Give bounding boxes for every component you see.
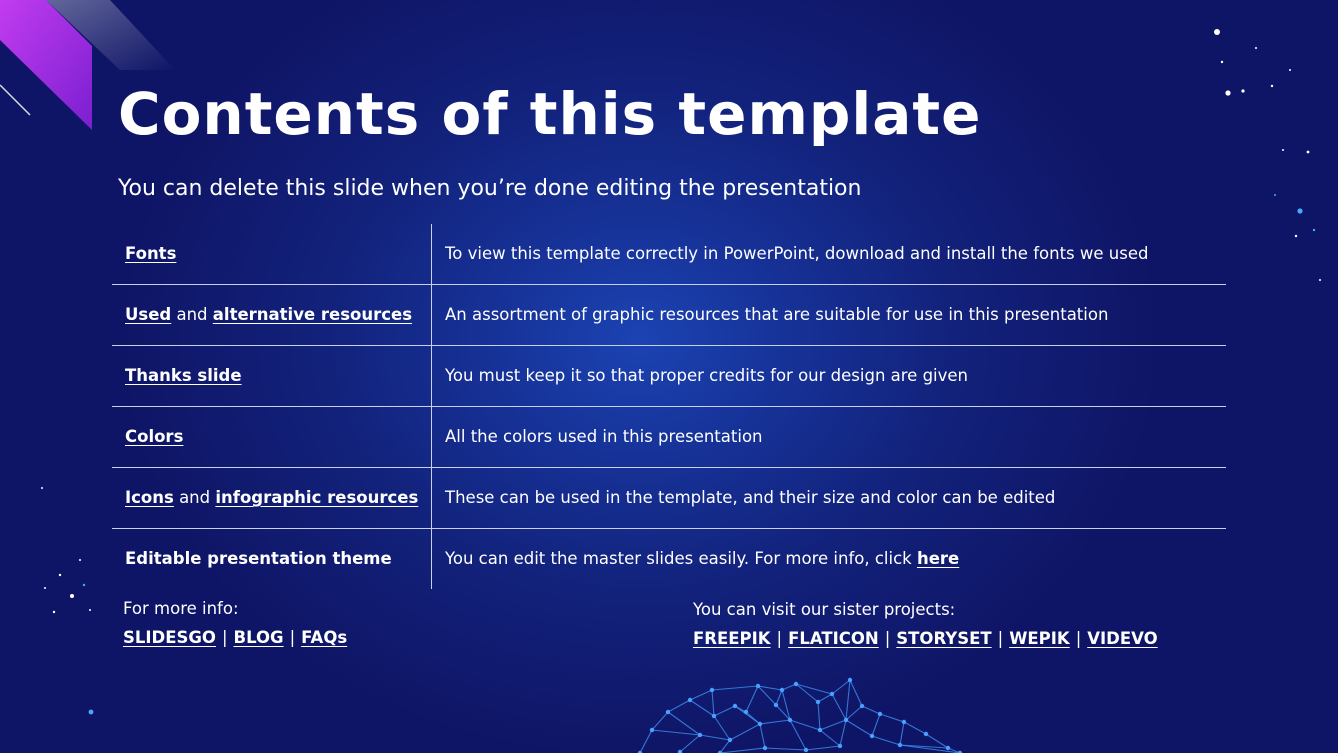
row-label-text: and bbox=[171, 305, 213, 324]
row-label-cell bbox=[112, 224, 432, 285]
contents-table bbox=[112, 224, 1226, 589]
flaticon-link[interactable]: FLATICON bbox=[788, 629, 879, 648]
fonts-link[interactable]: Fonts bbox=[125, 244, 177, 263]
slide-title: Contents of this template bbox=[118, 80, 982, 148]
table-row bbox=[112, 346, 1226, 407]
link-separator: | bbox=[1075, 629, 1082, 648]
row-description-text: You can edit the master slides easily. For more info, click bbox=[445, 549, 917, 568]
link-separator: | bbox=[289, 628, 296, 647]
row-label-text: and bbox=[173, 488, 216, 507]
more-info-links bbox=[123, 627, 347, 649]
thanks-slide-link[interactable]: Thanks slide bbox=[125, 366, 242, 385]
row-description-cell bbox=[432, 224, 1227, 285]
videvo-link[interactable]: VIDEVO bbox=[1087, 629, 1158, 648]
link-separator: | bbox=[884, 629, 891, 648]
row-label-cell bbox=[112, 285, 432, 346]
sister-project-links bbox=[693, 628, 1158, 650]
faqs-link[interactable]: FAQs bbox=[301, 628, 348, 647]
row-label-cell bbox=[112, 468, 432, 529]
link-separator: | bbox=[221, 628, 228, 647]
table-row bbox=[112, 224, 1226, 285]
alternative-resources-link[interactable]: alternative resources bbox=[212, 305, 413, 324]
slide-subtitle: You can delete this slide when you’re done editing the presentation bbox=[118, 176, 862, 201]
link-separator: | bbox=[776, 629, 783, 648]
row-description-text: An assortment of graphic resources that are suitable for use in this presentation bbox=[445, 305, 1109, 324]
more-info-label: For more info: bbox=[123, 599, 239, 618]
row-description-text: These can be used in the template, and their size and color can be edited bbox=[445, 488, 1056, 507]
freepik-link[interactable]: FREEPIK bbox=[693, 629, 771, 648]
table-row bbox=[112, 468, 1226, 529]
link-separator: | bbox=[997, 629, 1004, 648]
row-label-cell bbox=[112, 529, 432, 590]
row-description-text: All the colors used in this presentation bbox=[445, 427, 763, 446]
row-description-cell bbox=[432, 468, 1227, 529]
table-row bbox=[112, 285, 1226, 346]
infographic-resources-link[interactable]: infographic resources bbox=[215, 488, 419, 507]
sister-projects-label: You can visit our sister projects: bbox=[693, 600, 956, 619]
row-label-text: Editable presentation theme bbox=[125, 549, 392, 568]
row-description-cell bbox=[432, 529, 1227, 590]
wepik-link[interactable]: WEPIK bbox=[1009, 629, 1070, 648]
colors-link[interactable]: Colors bbox=[125, 427, 184, 446]
icons-link[interactable]: Icons bbox=[125, 488, 174, 507]
table-row bbox=[112, 407, 1226, 468]
blog-link[interactable]: BLOG bbox=[233, 628, 284, 647]
row-description-cell bbox=[432, 285, 1227, 346]
row-description-text: To view this template correctly in PowerPoint, download and install the fonts we used bbox=[445, 244, 1149, 263]
here-link[interactable]: here bbox=[916, 549, 960, 568]
slidesgo-link[interactable]: SLIDESGO bbox=[123, 628, 216, 647]
row-description-text: You must keep it so that proper credits for our design are given bbox=[445, 366, 969, 385]
row-description-cell bbox=[432, 407, 1227, 468]
row-description-cell bbox=[432, 346, 1227, 407]
row-label-cell bbox=[112, 346, 432, 407]
row-label-cell bbox=[112, 407, 432, 468]
used-link[interactable]: Used bbox=[125, 305, 172, 324]
storyset-link[interactable]: STORYSET bbox=[896, 629, 992, 648]
table-row bbox=[112, 529, 1226, 590]
